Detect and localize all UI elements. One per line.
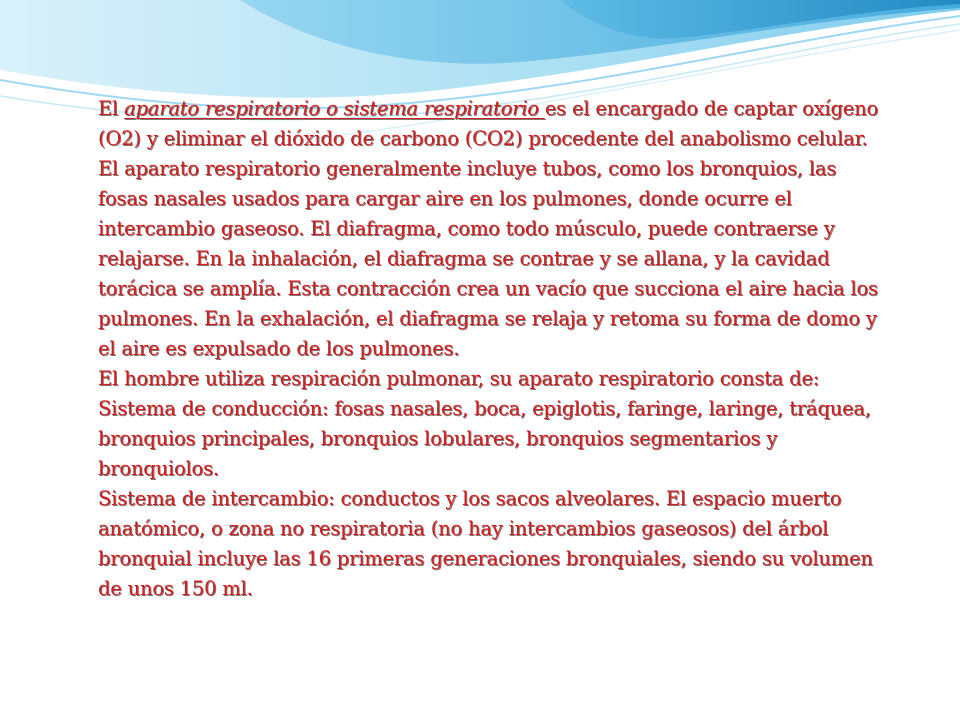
- main-text: [98, 94, 878, 604]
- paragraph-composition: El hombre utiliza respiración pulmonar, su aparato respiratorio consta de:: [98, 367, 820, 390]
- paragraph-description: El aparato respiratorio generalmente incluye tubos, como los bronquios, las fosas nasales usados para cargar aire en los pulmones, donde ocurre el intercambio gaseoso. El diafragma, como todo músculo, puede contraerse y relajarse. En la inhalación, el diafragma se contrae y se allana, y la cavidad torácica se amplía. Esta contracción crea un vacío que succiona el aire hacia los pulmones. En la exhalación, el diafragma se relaja y retoma su forma de domo y el aire es expulsado de los pulmones.: [98, 157, 878, 360]
- paragraph-exchange-system: Sistema de intercambio: conductos y los sacos alveolares. El espacio muerto anatómico, o zona no respiratoria (no hay intercambios gaseosos) del árbol bronquial incluye las 16 primeras generaciones bronquiales, siendo su volumen de unos 150 ml.: [98, 487, 873, 600]
- paragraph-conduction-system: Sistema de conducción: fosas nasales, boca, epiglotis, faringe, laringe, tráquea, bronquios principales, bronquios lobulares, bronquios segmentarios y bronquiolos.: [98, 397, 871, 480]
- paragraph-intro: [98, 94, 878, 154]
- respiratory-system-link[interactable]: aparato respiratorio o sistema respiratorio: [124, 97, 545, 120]
- intro-suffix: es el encargado de captar oxígeno (O2) y eliminar el dióxido de carbono (CO2) procedente del anabolismo celular.: [98, 97, 878, 150]
- intro-prefix: El: [98, 97, 125, 120]
